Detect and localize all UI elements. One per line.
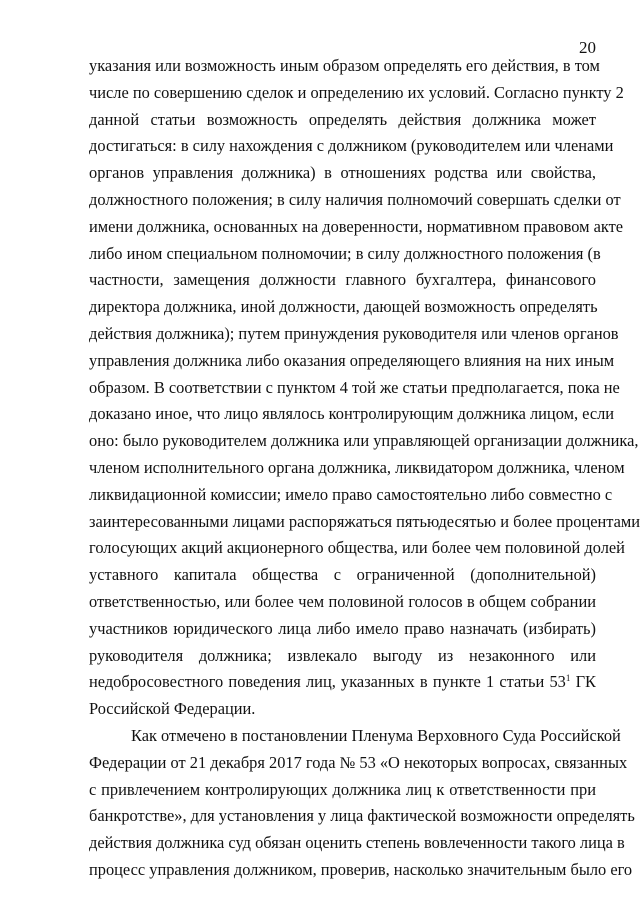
- text-line: либо ином специальном полномочии; в силу должностного положения (в: [89, 243, 601, 263]
- text-line: достигаться: в силу нахождения с должником (руководителем или членами: [89, 136, 614, 156]
- text-line: участников юридического лица либо имело право назначать (избирать): [89, 618, 596, 638]
- text-line: ответственностью, или более чем половиной голосов в общем собрании: [89, 591, 596, 611]
- text-line: должностного положения; в силу наличия полномочий совершать сделки от: [89, 189, 621, 209]
- text-line: Как отмечено в постановлении Пленума Верховного Суда Российской: [131, 725, 621, 745]
- text-line: процесс управления должником, проверив, насколько значительным было его: [89, 859, 633, 879]
- page-number: 20: [579, 38, 596, 57]
- text-line: управления должника либо оказания определяющего влияния на них иным: [89, 350, 615, 370]
- text-line: данной статьи возможность определять действия должника может: [89, 109, 596, 129]
- text-line: ликвидационной комиссии; имело право самостоятельно либо совместно с: [89, 484, 613, 504]
- text-fragment: недобросовестного поведения лиц, указанных в пункте 1 статьи 53: [89, 672, 566, 692]
- superscript: 1: [565, 673, 571, 684]
- text-line: Федерации от 21 декабря 2017 года № 53 «О некоторых вопросах, связанных: [89, 752, 628, 772]
- text-line: с привлечением контролирующих должника лиц к ответственности при: [89, 779, 596, 799]
- text-line: банкротстве», для установления у лица фактической возможности определять: [89, 806, 635, 826]
- text-line: доказано иное, что лицо являлось контролирующим должника лицом, если: [89, 404, 615, 424]
- text-line: директора должника, иной должности, дающей возможность определять: [89, 297, 598, 317]
- body-text: [89, 53, 640, 884]
- text-line: действия должника); путем принуждения руководителя или членов органов: [89, 323, 619, 343]
- text-line: голосующих акций акционерного общества, или более чем половиной долей: [89, 538, 625, 558]
- text-line: Российской Федерации.: [89, 699, 256, 719]
- text-line: заинтересованными лицами распоряжаться пятьюдесятью и более процентами: [89, 511, 640, 531]
- text-line: членом исполнительного органа должника, ликвидатором должника, членом: [89, 457, 625, 477]
- text-line: оно: было руководителем должника или управляющей организации должника,: [89, 431, 639, 451]
- paragraph-1: [89, 53, 640, 723]
- text-line: частности, замещения должности главного бухгалтера, финансового: [89, 270, 596, 290]
- text-line: органов управления должника) в отношениях родства или свойства,: [89, 163, 596, 183]
- text-line: указания или возможность иным образом определять его действия, в том: [89, 56, 600, 75]
- paragraph-2: [89, 723, 635, 884]
- text-fragment: ГК: [570, 672, 596, 692]
- text-line: образом. В соответствии с пунктом 4 той же статьи предполагается, пока не: [89, 377, 620, 397]
- text-line: действия должника суд обязан оценить степень вовлеченности такого лица в: [89, 833, 625, 853]
- text-line: уставного капитала общества с ограниченной (дополнительной): [89, 565, 596, 585]
- text-line: руководителя должника; извлекало выгоду из незаконного или: [89, 645, 596, 665]
- text-line: числе по совершению сделок и определению их условий. Согласно пункту 2: [89, 82, 624, 102]
- text-line-with-superscript: [89, 669, 596, 696]
- text-line: имени должника, основанных на доверенности, нормативном правовом акте: [89, 216, 624, 236]
